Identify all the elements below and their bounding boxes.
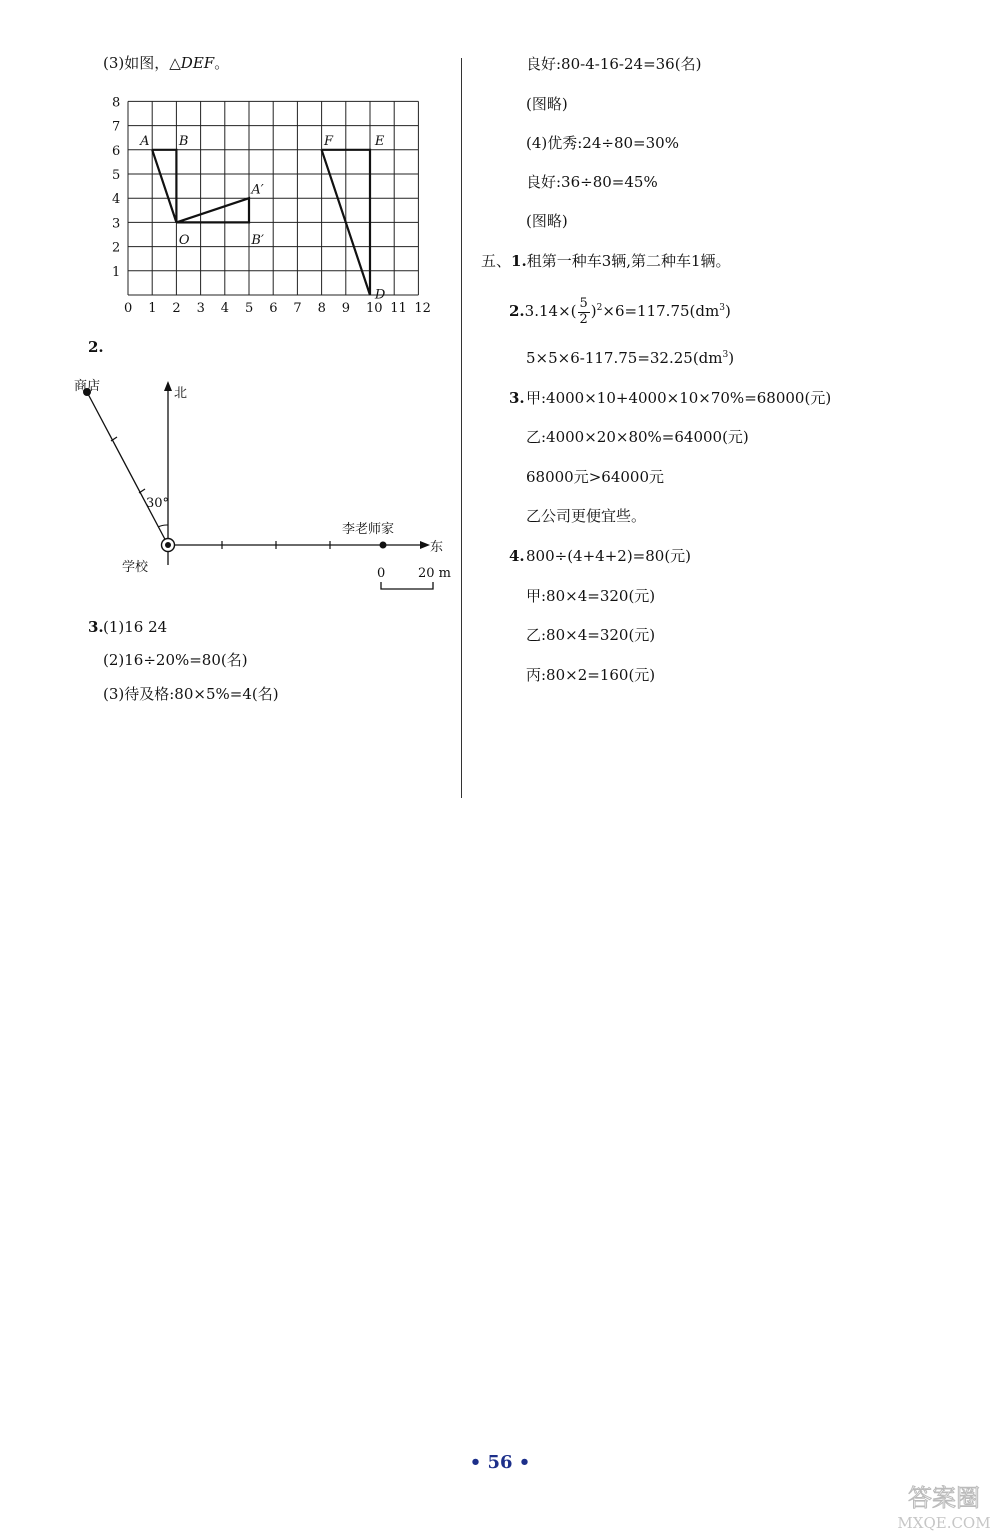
label-teacher-home: 李老师家 [342,522,395,537]
coordinate-grid [110,95,440,320]
y-tick-label: 6 [112,143,121,159]
svg-text:MXQE.COM: MXQE.COM [897,1514,991,1532]
x-tick-label: 3 [196,301,205,316]
x-tick-label: 9 [341,301,351,316]
point-label-a2: A′ [251,182,264,198]
x-tick-label: 8 [317,301,326,316]
label-east: 东 [430,540,444,555]
question-3-number: 3. [88,618,104,636]
y-tick-label: 7 [112,119,121,135]
svg-text:答案圈: 答案圈 [908,1484,980,1512]
point-label-f: F [324,133,334,149]
label-shop: 商店 [74,379,101,394]
r-line-3: (4)优秀:24÷80=30% [526,134,679,152]
q3-part3: (3)待及格:80×5%=4(名) [103,685,279,703]
section-5-line-1: 五、1.租第一种车3辆,第二种车1辆。 [481,252,731,270]
section-5-q4-c: 乙:80×4=320(元) [526,626,656,644]
r-line-1: 良好:80-4-16-24=36(名) [526,55,702,73]
triangle-abo [152,150,176,223]
item-3-heading: (3)如图，△DEF。 [103,54,230,72]
section-5-q2-line1: 2.3.14×( $\frac{5}{2}$ )$^2\times 6=117.75(dm^3)$ [509,296,731,327]
question-2-number: 2. [88,338,104,356]
section-5-q3-b: 乙:4000×20×80%=64000(元) [526,428,749,446]
point-label-d: D [374,287,386,303]
page-number: • 56 • [469,1452,531,1473]
x-tick-label: 5 [245,301,254,316]
section-5-q4-b: 甲:80×4=320(元) [526,587,656,605]
label-angle: 30° [146,496,170,511]
r-line-4: 良好:36÷80=45% [526,173,658,191]
y-tick-label: 4 [112,192,121,208]
y-tick-label: 8 [112,95,121,111]
section-5-q3-number: 3. [509,389,525,407]
x-tick-label: 2 [172,301,181,316]
x-tick-label: 6 [269,301,278,316]
x-tick-label: 0 [124,301,133,316]
x-tick-label: 7 [293,301,302,316]
section-5-q4-d: 丙:80×2=160(元) [526,666,656,684]
q3-part2: (2)16÷20%=80(名) [103,651,248,669]
label-school: 学校 [122,560,149,575]
direction-map [70,375,460,605]
section-5-q3-c: 68000元>64000元 [526,468,665,486]
point-label-o: O [178,233,190,249]
scale-20m: 20 m [418,566,452,581]
y-tick-label: 5 [112,168,121,183]
column-divider [461,58,462,798]
q3-part1: (1)16 24 [103,618,168,636]
section-5-q2-line2: $5\times 5\times 6-117.75=32.25(dm^3)$ [526,349,735,367]
section-5-q4-number: 4. [509,547,525,565]
y-tick-label: 2 [112,240,121,256]
watermark-logo [894,1480,994,1534]
label-north: 北 [174,386,188,401]
x-tick-label: 1 [148,301,157,316]
r-line-2: (图略) [526,95,568,113]
x-tick-label: 10 [366,301,383,316]
y-tick-label: 1 [112,264,121,280]
y-tick-label: 3 [112,216,121,232]
x-tick-label: 11 [390,301,407,316]
section-5-q3-a: 甲:4000×10+4000×10×70%=68000(元) [526,389,832,407]
section-5-q3-d: 乙公司更便宜些。 [526,507,647,525]
x-tick-label: 4 [220,301,230,316]
section-5-q4-a: 800÷(4+4+2)=80(元) [526,547,692,565]
r-line-5: (图略) [526,212,568,230]
point-label-b2: B′ [251,233,264,249]
point-label-a: A [140,133,150,149]
scale-zero: 0 [377,566,386,581]
point-label-e: E [374,133,385,149]
point-label-b: B [178,133,189,149]
triangle-a2b2o [176,198,249,222]
x-tick-label: 12 [414,301,431,316]
